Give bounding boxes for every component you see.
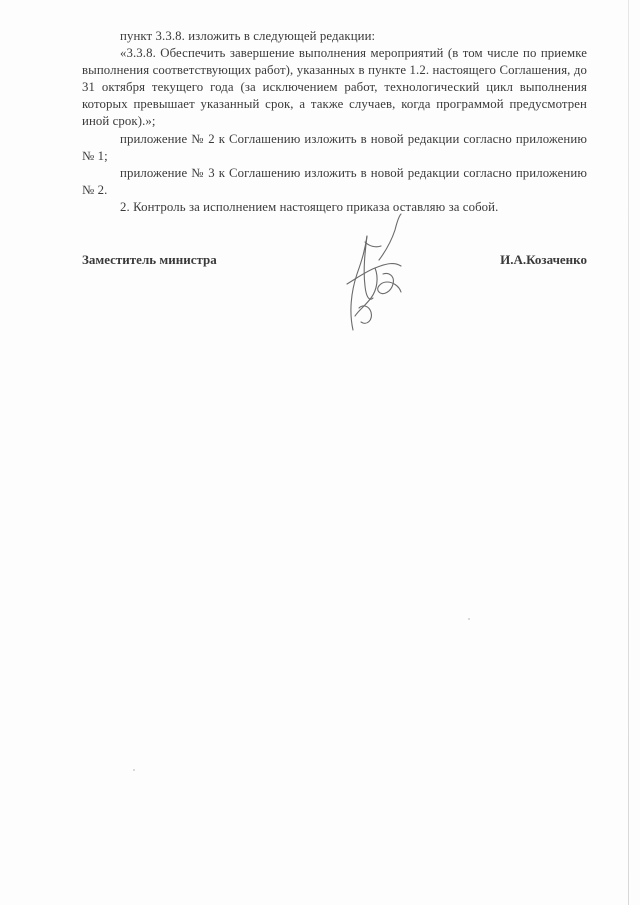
scan-edge-line (628, 0, 629, 905)
signatory-name: И.А.Козаченко (500, 252, 587, 267)
paragraph-appendix-3: приложение № 3 к Соглашению изложить в новой редакции согласно приложению № 2. (82, 165, 587, 197)
signatory-title: Заместитель министра (82, 252, 217, 267)
handwritten-signature (335, 212, 415, 337)
paragraph-appendix-2: приложение № 2 к Соглашению изложить в новой редакции согласно приложению № 1; (82, 131, 587, 163)
paragraph-item-3-3-8-intro: пункт 3.3.8. изложить в следующей редакции: (120, 29, 376, 43)
paragraph-item-3-3-8-text: «3.3.8. Обеспечить завершение выполнения мероприятий (в том числе по приемке выполнения соответствующих работ), указанных в пункте 1.2. настоящего Соглашения, до 31 октября текущего года (за исключением работ, технологический цикл выполнения которых превышает указанный срок, а также случаев, когда программой предусмотрен иной срок).»; (82, 46, 587, 129)
scan-speck (133, 769, 135, 771)
document-body (82, 28, 587, 216)
paragraph-control-clause: 2. Контроль за исполнением настоящего приказа оставляю за собой. (120, 199, 499, 214)
scan-speck (468, 618, 470, 620)
